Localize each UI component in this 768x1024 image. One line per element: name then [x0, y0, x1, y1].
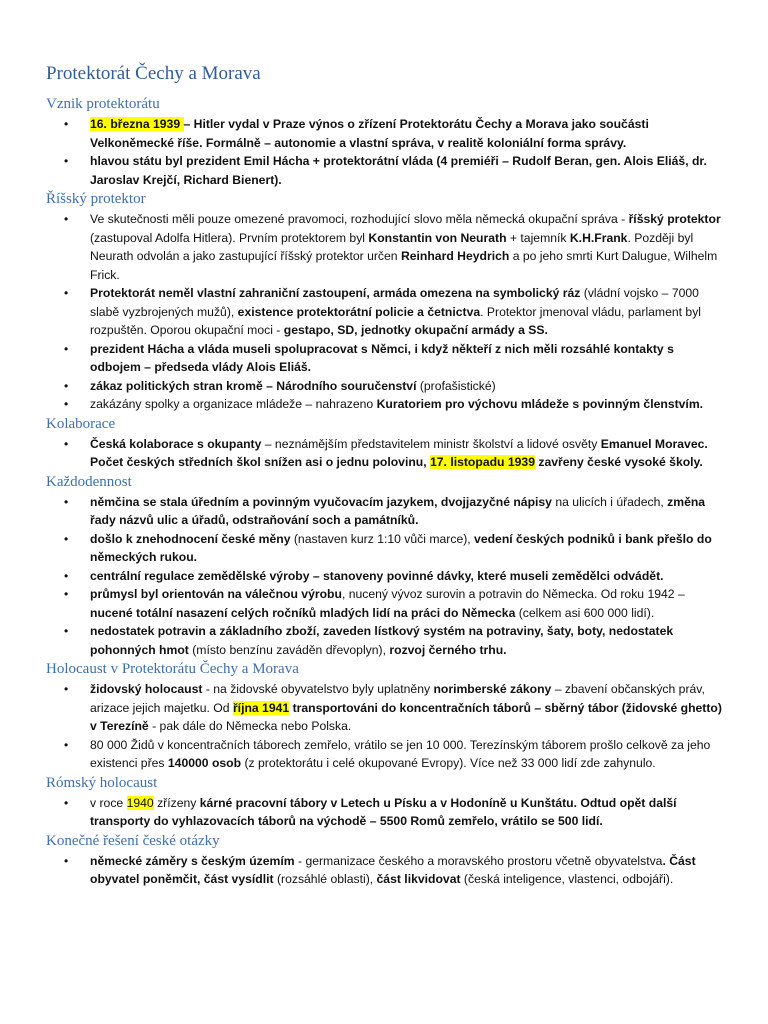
bullet-item: [46, 622, 728, 659]
text-run: změna řady názvů ulic a úřadů, odstraňování soch a památníků.: [90, 494, 706, 527]
text-run: centrální regulace zemědělské výroby – stanoveny povinné dávky, které museli zemědělci odvádět.: [90, 568, 664, 583]
document-title: Protektorát Čechy a Morava: [46, 63, 261, 84]
text-run: (vládní vojsko – 7000 slabě vyzbrojených mužů),: [90, 286, 699, 319]
text-run: nedostatek potravin a základního zboží, zaveden lístkový systém na potraviny, šaty, boty, nedostatek pohonných hmot: [90, 624, 674, 657]
text-run: . Později byl Neurath odvolán a jako zastupující říšský protektor určen: [90, 230, 694, 263]
section: [46, 773, 728, 831]
section-heading: Říšský protektor: [46, 191, 146, 207]
text-run: transportováni do koncentračních táborů – sběrný tábor (židovské ghetto) v Terezíně: [90, 700, 722, 733]
text-run: část likvidovat: [376, 872, 461, 886]
section-heading: Kolaborace: [46, 415, 116, 432]
section: [46, 189, 728, 414]
text-run: norimberské zákony: [433, 682, 552, 696]
bullet-item: [46, 395, 728, 414]
bullet-item: [46, 852, 728, 889]
section-heading: Konečné řešení české otázky: [46, 832, 220, 849]
text-run: , nucený vývoz surovin a potravin do Německa. Od roku 1942 –: [341, 587, 685, 601]
text-run: Protektorát neměl vlastní zahraniční zastoupení, armáda omezena na symbolický ráz: [90, 286, 581, 300]
bullet-item: [46, 284, 728, 340]
bullet-list: [46, 115, 728, 189]
text-run: vedení českých podniků i bank přešlo do německých rukou.: [90, 531, 712, 564]
bullet-item: [46, 736, 728, 773]
text-run: došlo k znehodnocení české měny: [90, 531, 291, 546]
text-run: - pak dále do Německa nebo Polska.: [148, 719, 352, 733]
text-run: Emanuel Moravec. Počet českých středních škol snížen asi o jednu polovinu,: [90, 436, 708, 469]
bullet-list: [46, 210, 728, 414]
text-run: (profašistické): [416, 378, 496, 393]
highlighted-text: 1940: [126, 795, 154, 810]
section: [46, 831, 728, 889]
text-run: (z protektorátu i celé okupované Evropy). Více než 33 000 lidí zde zahynulo.: [241, 756, 656, 770]
bullet-item: [46, 794, 728, 831]
section-heading: Rómský holocaust: [46, 774, 158, 791]
section: [46, 472, 728, 660]
highlighted-text: 17. listopadu 1939: [430, 455, 535, 469]
bullet-item: [46, 340, 728, 377]
text-run: gestapo, SD, jednotky okupační armády a SS.: [283, 323, 548, 337]
text-run: zřízeny: [153, 795, 200, 810]
text-run: Ve skutečnosti měli pouze omezené pravomoci, rozhodující slovo měla německá okupační správa -: [90, 212, 629, 226]
text-run: na ulicích i úřadech,: [551, 494, 668, 509]
bullet-list: [46, 680, 728, 773]
text-run: německé záměry s českým územím: [90, 853, 295, 868]
text-run: - germanizace českého a moravského prostoru včetně obyvatelstva: [294, 853, 663, 868]
text-run: (nastaven kurz 1:10 vůči marce),: [290, 531, 475, 546]
text-run: prezident Hácha a vláda museli spolupracovat s Němci, i když někteří z nich měli rozsáhlé kontakty s odbojem – předseda vlády Alois Eliáš.: [90, 341, 674, 374]
bullet-item: [46, 377, 728, 396]
bullet-list: [46, 493, 728, 660]
text-run: . Část obyvatel poněmčit, část vysídlit: [90, 853, 696, 886]
bullet-list: [46, 852, 728, 889]
highlighted-text: října 1941: [232, 700, 290, 715]
text-run: průmysl byl orientován na válečnou výrobu: [90, 587, 342, 601]
text-run: (zastupoval Adolfa Hitlera). Prvním protektorem byl: [90, 230, 369, 245]
text-run: – zbavení občanských práv, arizace jejich majetku. Od: [90, 682, 705, 715]
text-run: - na židovské obyvatelstvo byly uplatněny: [202, 682, 434, 696]
section-heading: Vznik protektorátu: [46, 96, 160, 112]
text-run: Česká kolaborace s okupanty: [90, 436, 262, 451]
text-run: v roce: [90, 795, 127, 810]
section-heading: Holocaust v Protektorátu Čechy a Morava: [46, 661, 299, 677]
bullet-item: [46, 115, 728, 152]
text-run: zákaz politických stran kromě – Národního souručenství: [90, 378, 417, 393]
text-run: – neznámějším představitelem ministr školství a lidové osvěty: [261, 436, 601, 451]
text-run: 80 000 Židů v koncentračních táborech zemřelo, vrátilo se jen 10 000. Terezínským táborem prošlo celkově za jeho existenci přes: [90, 737, 711, 770]
bullet-item: [46, 152, 728, 189]
section: [46, 94, 728, 189]
document-body: [46, 94, 728, 889]
bullet-item: [46, 210, 728, 284]
text-run: Kuratoriem pro výchovu mládeže s povinným členstvím.: [376, 397, 704, 411]
text-run: a po jeho smrti Kurt Dalugue, Wilhelm Frick.: [90, 249, 718, 282]
text-run: němčina se stala úředním a povinným vyučovacím jazykem, dvojjazyčné nápisy: [90, 494, 552, 509]
text-run: říšský protektor: [628, 212, 721, 226]
highlighted-text: 16. března 1939: [90, 117, 184, 131]
text-run: zavřeny české vysoké školy.: [535, 455, 703, 469]
section-heading: Každodennost: [46, 473, 132, 490]
text-run: (místo benzínu zaváděn dřevoplyn),: [188, 642, 390, 657]
text-run: existence protektorátní policie a četnictva: [237, 304, 481, 319]
section: [46, 414, 728, 472]
bullet-list: [46, 794, 728, 831]
text-run: 140000 osob: [167, 756, 242, 770]
text-run: židovský holocaust: [90, 682, 203, 696]
bullet-item: [46, 530, 728, 567]
bullet-item: [46, 680, 728, 736]
section: [46, 659, 728, 773]
bullet-item: [46, 493, 728, 530]
text-run: hlavou státu byl prezident Emil Hácha + protektorátní vláda (4 premiéři – Rudolf Beran, gen. Alois Eliáš, dr. Jaroslav Krejčí, Richard Bienert).: [90, 154, 707, 187]
text-run: rozvoj černého trhu.: [389, 642, 507, 657]
text-run: (rozsáhlé oblasti),: [273, 872, 377, 886]
text-run: – Hitler vydal v Praze výnos o zřízení Protektorátu Čechy a Morava jako součásti Velkoněmecké říše. Formálně – autonomie a vlastní správa, v realitě koloniální forma správy.: [90, 117, 649, 150]
text-run: (česká inteligence, vlastenci, odbojáři).: [460, 872, 674, 886]
text-run: kárné pracovní tábory v Letech u Písku a v Hodoníně u Kunštátu: [199, 795, 574, 810]
bullet-item: [46, 585, 728, 622]
text-run: nucené totální nasazení celých ročníků mladých lidí na práci do Německa: [90, 605, 516, 620]
bullet-item: [46, 567, 728, 586]
text-run: (celkem asi 600 000 lidí).: [515, 605, 655, 620]
bullet-item: [46, 435, 728, 472]
text-run: zakázány spolky a organizace mládeže – nahrazeno: [90, 397, 377, 411]
bullet-list: [46, 435, 728, 472]
text-run: K.H.Frank: [569, 230, 628, 245]
text-run: . Protektor jmenoval vládu, parlament byl rozpuštěn. Oporou okupační moci -: [90, 304, 701, 337]
text-run: . Odtud opět další transporty do vyhlazovacích táborů na východě – 5500 Romů zemřelo, vrátilo se 500 lidí.: [90, 795, 677, 828]
text-run: + tajemník: [506, 230, 570, 245]
text-run: Konstantin von Neurath: [368, 230, 507, 245]
text-run: Reinhard Heydrich: [400, 249, 510, 263]
